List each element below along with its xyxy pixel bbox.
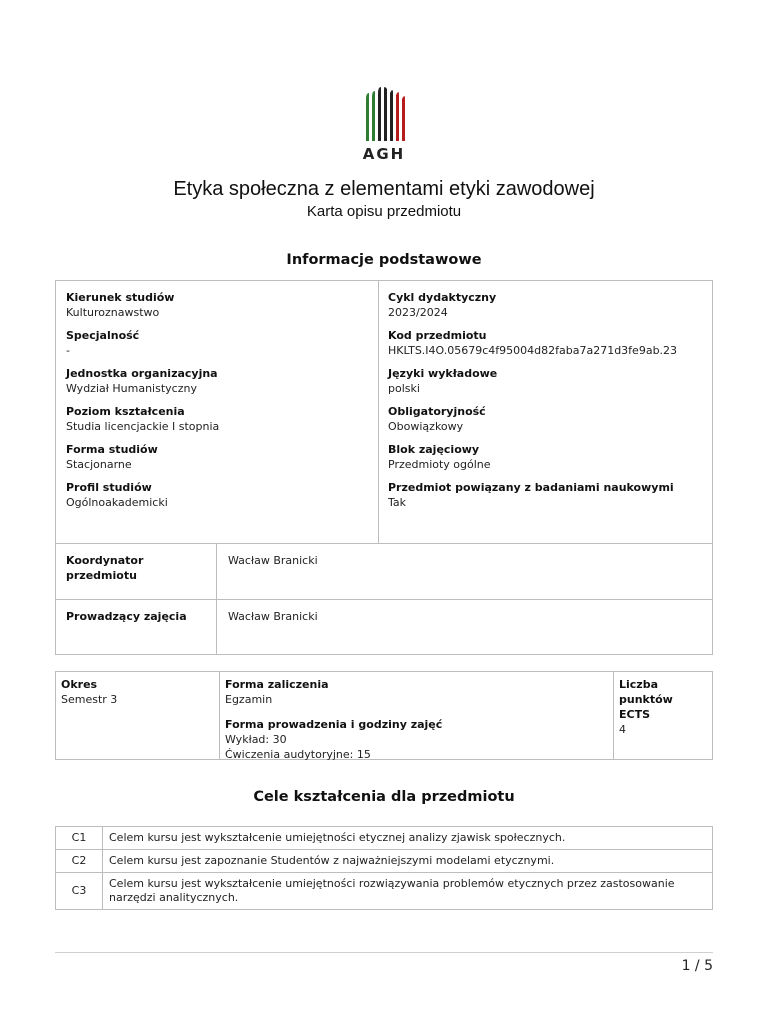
field-kod <box>388 328 708 358</box>
okres-value: Semestr 3 <box>61 693 118 706</box>
field-label: Cykl dydaktyczny <box>388 291 497 304</box>
field-value: Studia licencjackie I stopnia <box>66 420 220 433</box>
document-title: Etyka społeczna z elementami etyki zawodowej <box>173 178 595 200</box>
goal-code: C1 <box>56 827 103 850</box>
field-value: 2023/2024 <box>388 306 448 319</box>
ects-label: Liczba punktów ECTS <box>619 678 673 721</box>
ects-cell <box>619 677 707 737</box>
goal-text: Celem kursu jest wykształcenie umiejętności etycznej analizy zjawisk społecznych. <box>103 827 713 850</box>
field-label: Blok zajęciowy <box>388 443 480 456</box>
field-label: Języki wykładowe <box>388 367 498 380</box>
basic-info-right-column <box>388 290 708 518</box>
coordinator-value: Wacław Branicki <box>228 554 318 567</box>
instructor-value: Wacław Branicki <box>228 610 318 623</box>
field-label: Obligatoryjność <box>388 405 486 418</box>
field-cykl <box>388 290 708 320</box>
basic-info-box <box>55 280 713 655</box>
field-profil <box>66 480 366 510</box>
document-subtitle: Karta opisu przedmiotu <box>306 203 462 220</box>
column-divider <box>219 672 220 759</box>
field-value: Kulturoznawstwo <box>66 306 160 319</box>
row-divider <box>56 543 712 544</box>
goal-text: Celem kursu jest zapoznanie Studentów z najważniejszymi modelami etycznymi. <box>103 850 713 873</box>
column-divider <box>378 281 379 544</box>
field-label: Poziom kształcenia <box>66 405 185 418</box>
field-obligatoryjnosc <box>388 404 708 434</box>
coordinator-label: Koordynator przedmiotu <box>66 554 144 582</box>
prowadzenie-value: Ćwiczenia audytoryjne: 15 <box>225 748 371 761</box>
field-jednostka <box>66 366 366 396</box>
prowadzenie-value: Wykład: 30 <box>225 733 287 746</box>
agh-logo <box>359 85 409 165</box>
field-label: Specjalność <box>66 329 140 342</box>
goal-text: Celem kursu jest wykształcenie umiejętności rozwiązywania problemów etycznych przez zastosowanie narzędzi analitycznych. <box>103 873 713 910</box>
field-label: Forma studiów <box>66 443 158 456</box>
agh-logo-icon <box>359 85 409 143</box>
field-value: Ogólnoakademicki <box>66 496 168 509</box>
field-value: Przedmioty ogólne <box>388 458 491 471</box>
field-blok <box>388 442 708 472</box>
prowadzenie-label: Forma prowadzenia i godziny zajęć <box>225 718 443 731</box>
row-divider <box>56 599 712 600</box>
zaliczenie-value: Egzamin <box>225 693 273 706</box>
field-value: Tak <box>388 496 407 509</box>
field-jezyki <box>388 366 708 396</box>
table-row <box>56 850 713 873</box>
field-label: Kod przedmiotu <box>388 329 487 342</box>
field-forma-studiow <box>66 442 366 472</box>
field-label: Profil studiów <box>66 481 152 494</box>
field-value: Stacjonarne <box>66 458 132 471</box>
zaliczenie-cell <box>225 677 605 762</box>
okres-cell <box>61 677 211 707</box>
goal-code: C3 <box>56 873 103 910</box>
field-poziom <box>66 404 366 434</box>
field-badania <box>388 480 708 510</box>
okres-label: Okres <box>61 678 98 691</box>
field-label: Jednostka organizacyjna <box>66 367 218 380</box>
section-heading-basic-info: Informacje podstawowe <box>286 252 482 268</box>
field-value: Wydział Humanistyczny <box>66 382 197 395</box>
field-value: Obowiązkowy <box>388 420 464 433</box>
field-value: polski <box>388 382 420 395</box>
field-label: Kierunek studiów <box>66 291 175 304</box>
field-label: Przedmiot powiązany z badaniami naukowymi <box>388 481 674 494</box>
field-kierunek <box>66 290 366 320</box>
goals-table <box>55 826 713 910</box>
ects-value: 4 <box>619 723 626 736</box>
table-row <box>56 827 713 850</box>
instructor-label: Prowadzący zajęcia <box>66 610 187 623</box>
field-specjalnosc <box>66 328 366 358</box>
period-box <box>55 671 713 760</box>
column-divider <box>613 672 614 759</box>
basic-info-left-column <box>66 290 366 518</box>
table-row <box>56 873 713 910</box>
goal-code: C2 <box>56 850 103 873</box>
section-heading-goals: Cele kształcenia dla przedmiotu <box>253 789 515 805</box>
agh-logo-text: AGH <box>362 145 406 163</box>
field-value: HKLTS.I4O.05679c4f95004d82faba7a271d3fe9ab.23 <box>388 344 678 357</box>
field-value: - <box>66 344 70 357</box>
zaliczenie-label: Forma zaliczenia <box>225 678 329 691</box>
footer-divider <box>55 952 713 953</box>
page-number: 1 / 5 <box>681 958 713 974</box>
